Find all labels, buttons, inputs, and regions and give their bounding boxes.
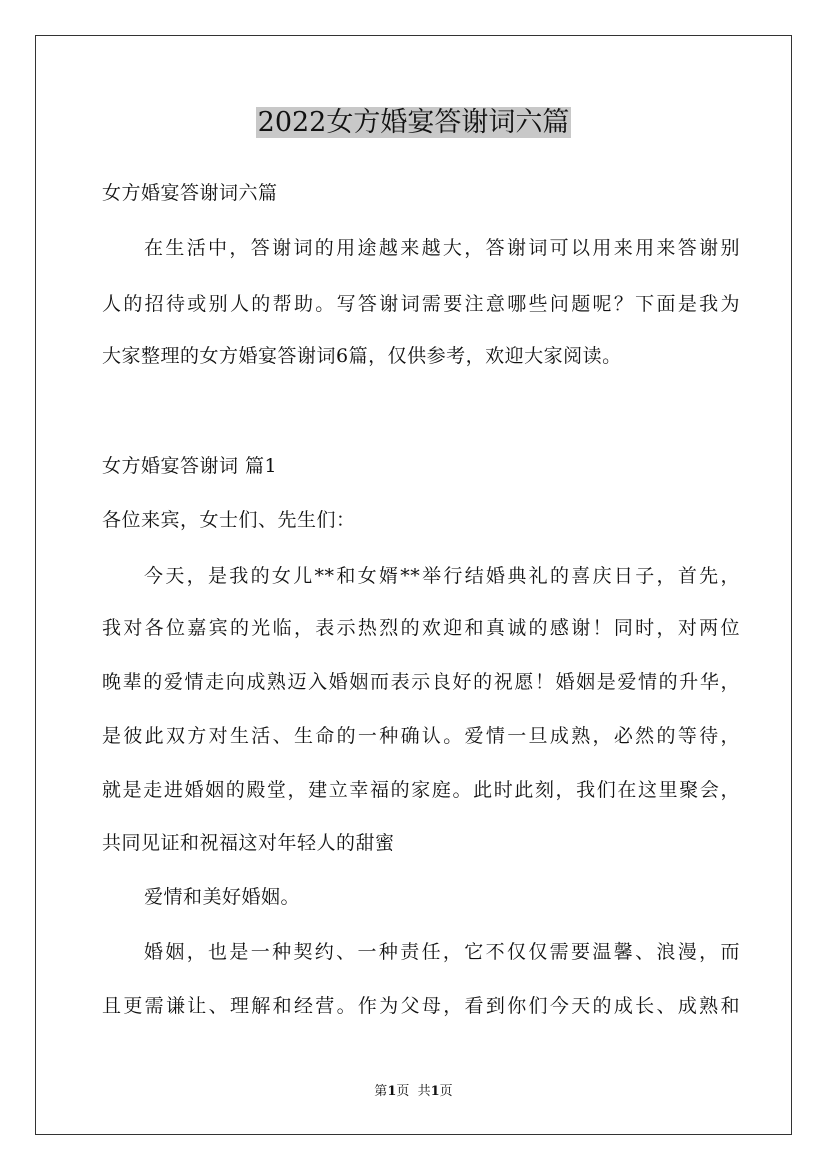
para3-line-2: 且更需谦让、理解和经营。作为父母，看到你们今天的成长、成熟和 [102, 995, 740, 1017]
document-title [0, 104, 827, 142]
intro-line-1: 在生活中，答谢词的用途越来越大，答谢词可以用来用来答谢别 [144, 237, 740, 259]
intro-line-2: 人的招待或别人的帮助。写答谢词需要注意哪些问题呢？下面是我为 [102, 293, 740, 315]
para1-line-6: 共同见证和祝福这对年轻人的甜蜜 [102, 832, 395, 854]
para3-line-1: 婚姻，也是一种契约、一种责任，它不仅仅需要温馨、浪漫，而 [144, 941, 740, 963]
para1-line-5: 就是走进婚姻的殿堂，建立幸福的家庭。此时此刻，我们在这里聚会， [102, 779, 740, 801]
para1-line-3: 晚辈的爱情走向成熟迈入婚姻而表示良好的祝愿！婚姻是爱情的升华， [102, 671, 740, 693]
page-footer [0, 1083, 827, 1101]
para1-line-2: 我对各位嘉宾的光临，表示热烈的欢迎和真诚的感谢！同时，对两位 [102, 617, 740, 639]
intro-line-3: 大家整理的女方婚宴答谢词6篇，仅供参考，欢迎大家阅读。 [102, 345, 622, 367]
document-heading: 女方婚宴答谢词六篇 [102, 182, 278, 204]
salutation: 各位来宾，女士们、先生们： [102, 509, 356, 531]
document-title-text: 2022女方婚宴答谢词六篇 [257, 107, 570, 138]
footer-page-prefix: 第 [374, 1084, 388, 1099]
footer-page-number: 1 [387, 1084, 397, 1099]
para1-line-1: 今天，是我的女儿**和女婿**举行结婚典礼的喜庆日子，首先， [144, 565, 740, 587]
footer-page-mid: 页 共 [396, 1084, 431, 1099]
footer-page-suffix: 页 [439, 1084, 453, 1099]
section-1-title: 女方婚宴答谢词 篇1 [102, 455, 278, 477]
para2-line-1: 爱情和美好婚姻。 [144, 886, 301, 908]
para1-line-4: 是彼此双方对生活、生命的一种确认。爱情一旦成熟，必然的等待， [102, 725, 740, 747]
footer-page-total: 1 [430, 1084, 440, 1099]
